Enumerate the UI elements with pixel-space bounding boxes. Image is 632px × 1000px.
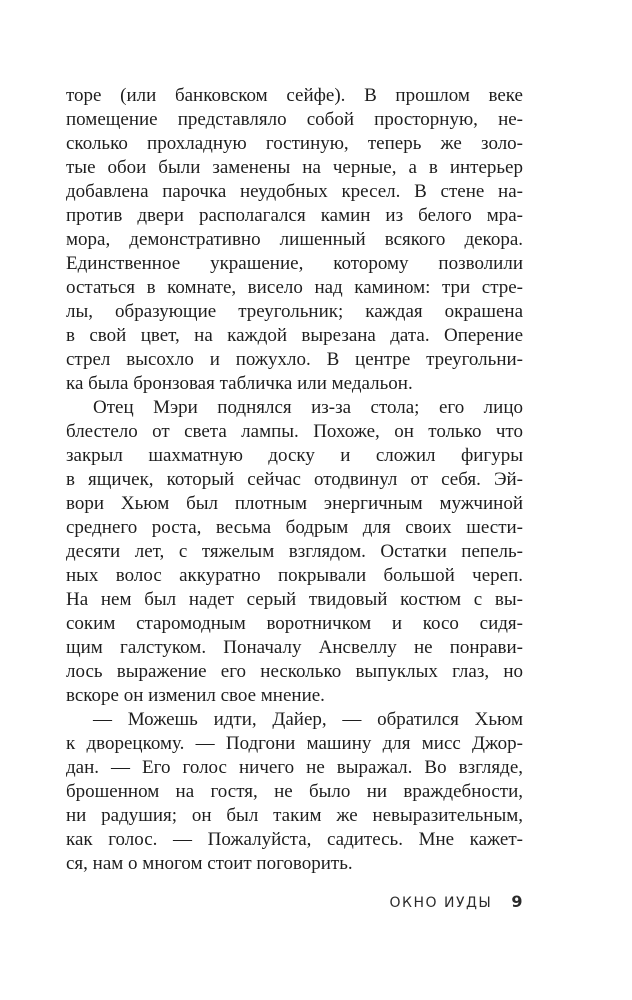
text-line: щим галстуком. Поначалу Ансвеллу не понрави- (66, 637, 523, 658)
text-line: в свой цвет, на каждой вырезана дата. Оперение (66, 325, 523, 346)
text-line: помещение представляло собой просторную, не- (66, 109, 523, 130)
running-title: ОКНО ИУДЫ (389, 895, 493, 911)
page-number: 9 (511, 892, 523, 911)
text-line: соким старомодным воротничком и косо сидя- (66, 613, 523, 634)
text-line: Единственное украшение, которому позволили (66, 253, 523, 274)
text-line: лы, образующие треугольник; каждая окрашена (66, 301, 523, 322)
text-line: в ящичек, который сейчас отодвинул от себя. Эй- (66, 469, 523, 490)
text-line: брошенном на гостя, не было ни враждебности, (66, 781, 523, 802)
text-line: остаться в комнате, висело над камином: три стре- (66, 277, 523, 298)
text-line: торе (или банковском сейфе). В прошлом веке (66, 85, 523, 106)
text-line: — Можешь идти, Дайер, — обратился Хьюм (93, 709, 523, 730)
text-line: блестело от света лампы. Похоже, он только что (66, 421, 523, 442)
text-line: десяти лет, с тяжелым взглядом. Остатки пепель- (66, 541, 523, 562)
text-line: сколько прохладную гостиную, теперь же золо- (66, 133, 523, 154)
text-line: мора, демонстративно лишенный всякого декора. (66, 229, 523, 250)
text-line: ся, нам о многом стоит поговорить. (66, 853, 353, 874)
page-footer (66, 892, 523, 911)
text-line: На нем был надет серый твидовый костюм с вы- (66, 589, 523, 610)
text-line: ка была бронзовая табличка или медальон. (66, 373, 413, 394)
text-line: стрел высохло и пожухло. В центре треугольни- (66, 349, 523, 370)
text-line: тые обои были заменены на черные, а в интерьер (66, 157, 523, 178)
text-line: среднего роста, весьма бодрым для своих шести- (66, 517, 523, 538)
text-line: ных волос аккуратно покрывали большой череп. (66, 565, 523, 586)
text-line: закрыл шахматную доску и сложил фигуры (66, 445, 523, 466)
text-line: Отец Мэри поднялся из-за стола; его лицо (93, 397, 523, 418)
text-line: ни радушия; он был таким же невыразительным, (66, 805, 523, 826)
text-line: лось выражение его несколько выпуклых глаз, но (66, 661, 523, 682)
text-line: вскоре он изменил свое мнение. (66, 685, 325, 706)
text-line: к дворецкому. — Подгони машину для мисс Джор- (66, 733, 523, 754)
text-line: против двери располагался камин из белого мра- (66, 205, 523, 226)
text-line: вори Хьюм был плотным энергичным мужчиной (66, 493, 523, 514)
text-line: дан. — Его голос ничего не выражал. Во взгляде, (66, 757, 523, 778)
text-line: как голос. — Пожалуйста, садитесь. Мне кажет- (66, 829, 523, 850)
text-line: добавлена парочка неудобных кресел. В стене на- (66, 181, 523, 202)
text-block (66, 84, 523, 876)
